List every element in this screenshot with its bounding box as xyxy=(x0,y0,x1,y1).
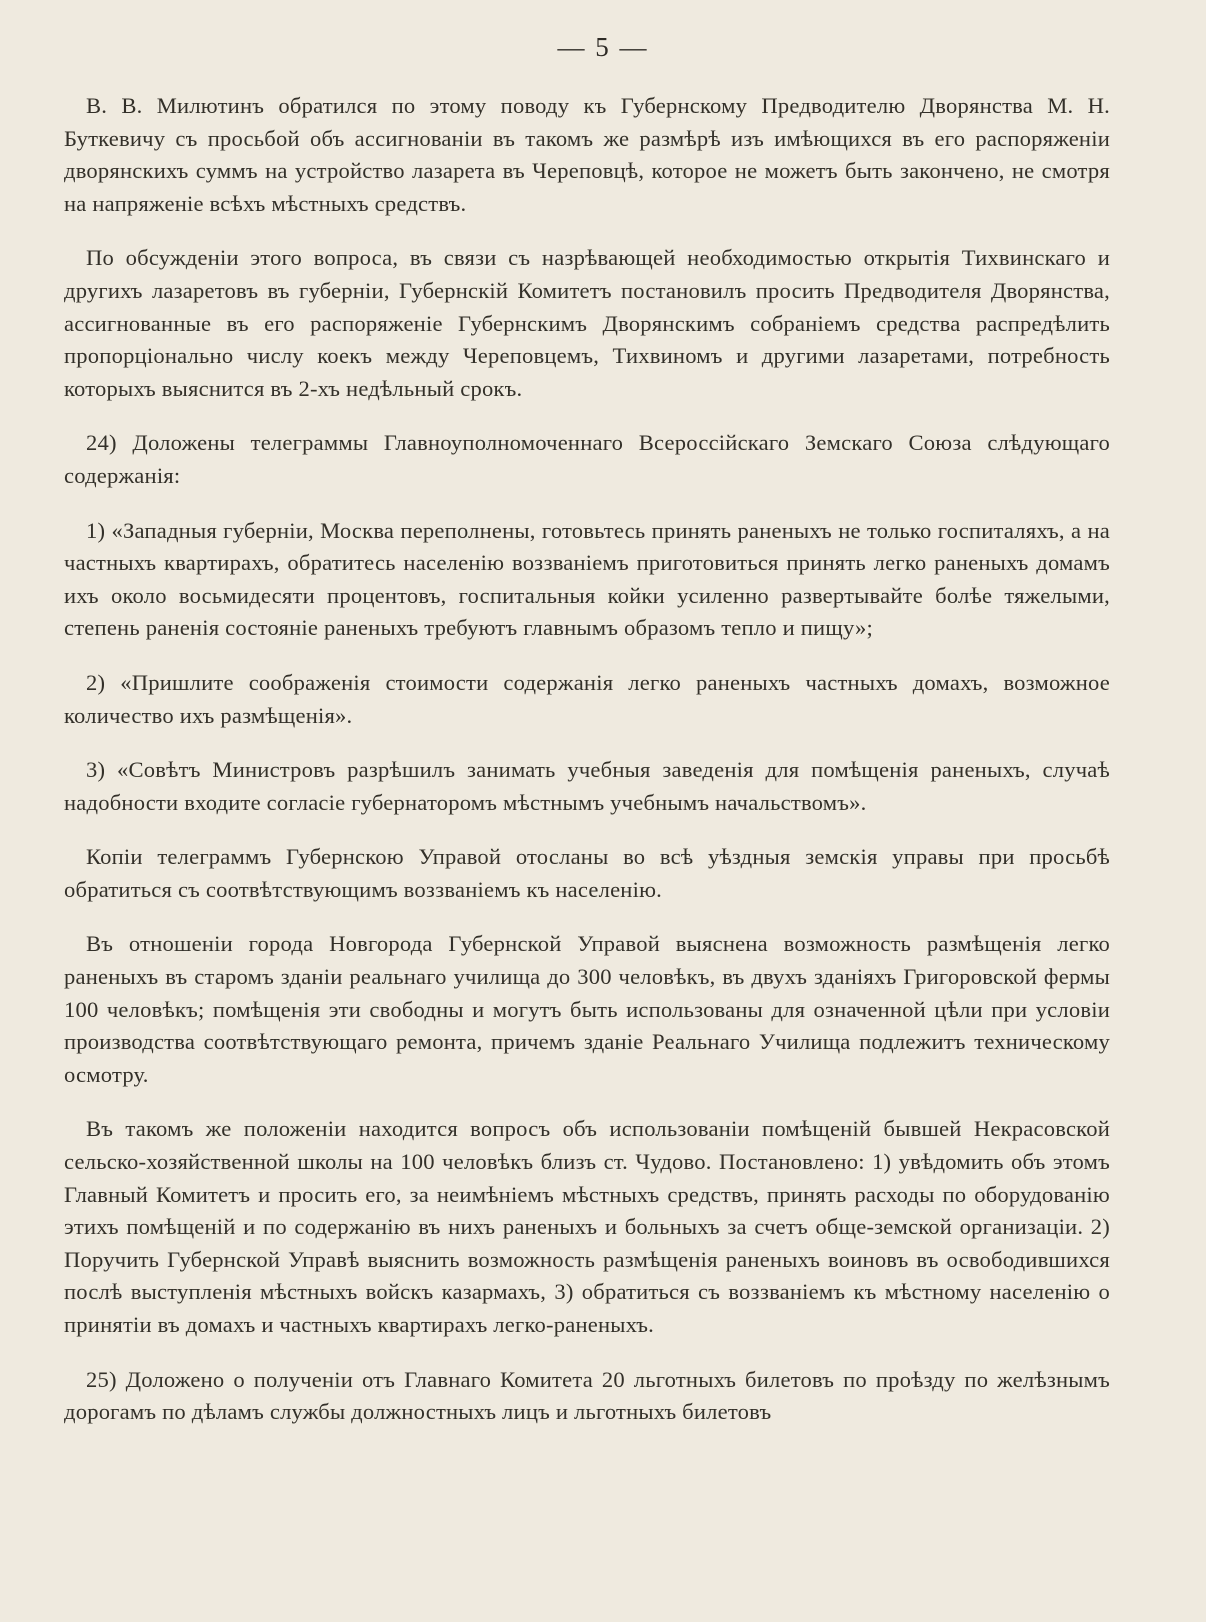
body-text xyxy=(64,90,1110,1429)
page-number: — 5 — xyxy=(557,32,649,62)
paragraph-chudovo: Въ такомъ же положеніи находится вопросъ объ использованіи помѣщеній бывшей Некрасовской сельско-хозяйственной школы на 100 человѣкъ близъ ст. Чудово. Постановлено: 1) увѣдомить объ этомъ Главный Комитетъ и просить его, за неимѣніемъ мѣстныхъ средствъ, принять расходы по оборудованію этихъ помѣщеній и по содержанію въ нихъ раненыхъ и больныхъ за счетъ обще-земской организаціи. 2) Поручить Губернской Управѣ выяснить возможность размѣщенія раненыхъ воиновъ въ освободившихся послѣ выступленія мѣстныхъ войскъ казармахъ, 3) обратиться съ воззваніемъ къ мѣстному населенію о принятіи въ домахъ и частныхъ квартирахъ легко-раненыхъ. xyxy=(64,1116,1110,1337)
paragraph-milyutin: В. В. Милютинъ обратился по этому поводу къ Губернскому Предводителю Дворянства М. Н. Буткевичу съ просьбой объ ассигнованіи въ такомъ же размѣрѣ изъ имѣющихся въ его распоряженіи дворянскихъ суммъ на устройство лазарета въ Череповцѣ, которое не можетъ быть закончено, не смотря на напряженіе всѣхъ мѣстныхъ средствъ. xyxy=(64,93,1110,216)
paragraph-telegram-1: 1) «Западныя губерніи, Москва переполнены, готовьтесь принять раненыхъ не только госпиталяхъ, а на частныхъ квартирахъ, обратитесь населенію воззваніемъ приготовиться принять легко раненыхъ домамъ ихъ около восьмидесяти процентовъ, госпитальныя койки усиленно развертывайте болѣе тяжелыми, степень раненія состояніе раненыхъ требуютъ главнымъ образомъ тепло и пищу»; xyxy=(64,517,1110,641)
paragraph-novgorod: Въ отношеніи города Новгорода Губернской Управой выяснена возможность размѣщенія легко раненыхъ въ старомъ зданіи реальнаго училища до 300 человѣкъ, въ двухъ зданіяхъ Григоровской фермы 100 человѣкъ; помѣщенія эти свободны и могутъ быть использованы для означенной цѣли при условіи производства соотвѣтствующаго ремонта, причемъ зданіе Реальнаго Училища подлежитъ техническому осмотру. xyxy=(64,931,1110,1087)
paragraph-telegram-2: 2) «Пришлите соображенія стоимости содержанія легко раненыхъ частныхъ домахъ, возможное количество ихъ размѣщенія». xyxy=(64,669,1110,728)
paragraph-discussion: По обсужденіи этого вопроса, въ связи съ назрѣвающей необходимостью открытія Тихвинскаго и другихъ лазаретовъ въ губерніи, Губернскій Комитетъ постановилъ просить Предводителя Дворянства, ассигнованные въ его распоряженіе Губернскимъ Дворянскимъ собраніемъ средства распредѣлить пропорціонально числу коекъ между Череповцемъ, Тихвиномъ и другими лазаретами, потребность которыхъ выяснится въ 2-хъ недѣльный срокъ. xyxy=(64,245,1110,401)
paragraph-telegram-3: 3) «Совѣтъ Министровъ разрѣшилъ занимать учебныя заведенія для помѣщенія раненыхъ, случаѣ надобности входите согласіе губернаторомъ мѣстнымъ учебнымъ начальствомъ». xyxy=(64,757,1110,815)
paragraph-copies-sent: Копіи телеграммъ Губернскою Управой отосланы во всѣ уѣздныя земскія управы при просьбѣ обратиться съ соотвѣтствующимъ воззваніемъ къ населенію. xyxy=(64,844,1110,902)
paragraph-item-24: 24) Доложены телеграммы Главноуполномоченнаго Всероссійскаго Земскаго Союза слѣдующаго содержанія: xyxy=(64,430,1110,488)
paragraph-item-25: 25) Доложено о полученіи отъ Главнаго Комитета 20 льготныхъ билетовъ по проѣзду по желѣзнымъ дорогамъ по дѣламъ службы должностныхъ лицъ и льготныхъ билетовъ xyxy=(64,1366,1110,1425)
